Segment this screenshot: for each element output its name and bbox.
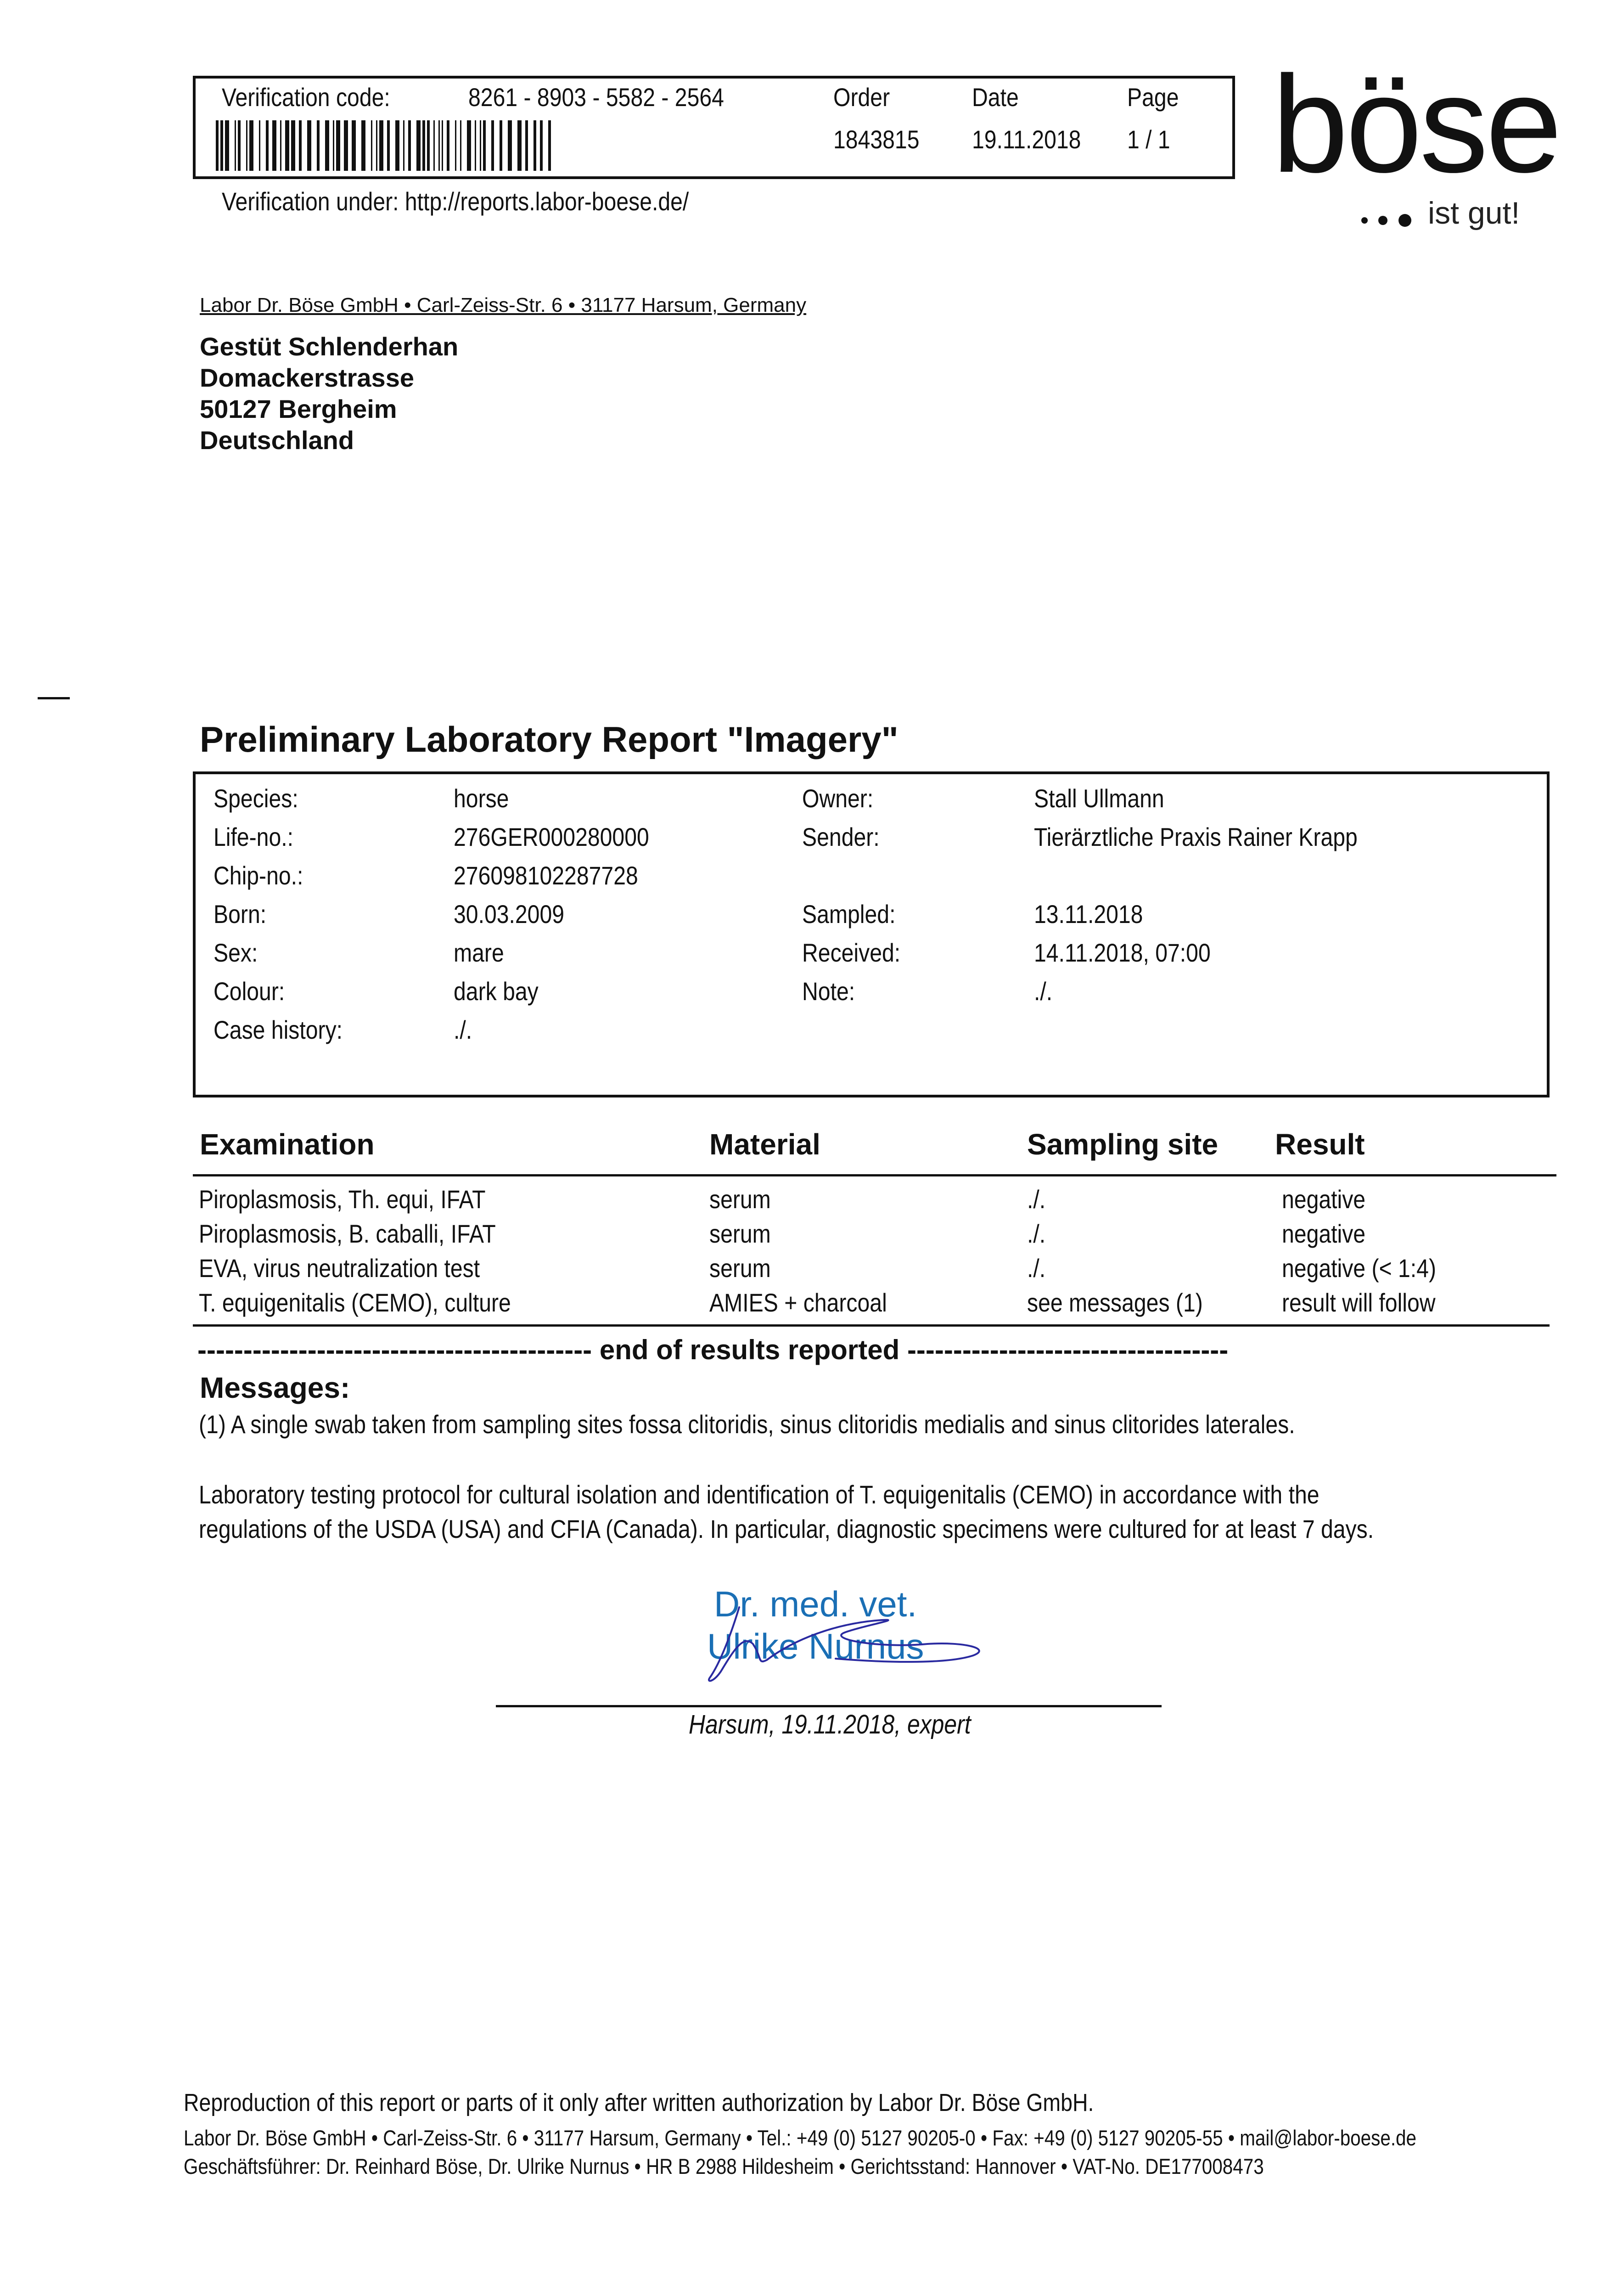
recipient-street: Domackerstrasse xyxy=(200,363,414,392)
reproduction-notice: Reproduction of this report or parts of it only after written authorization by Labor Dr. Böse GmbH. xyxy=(184,2089,1094,2116)
row-material: serum xyxy=(709,1219,771,1248)
barcode-bar xyxy=(272,120,276,171)
row-result: negative xyxy=(1282,1185,1366,1214)
sampled-value: 13.11.2018 xyxy=(1034,900,1143,929)
sampled-label: Sampled: xyxy=(802,900,896,929)
colour-label: Colour: xyxy=(213,977,285,1006)
footer-line-1: Labor Dr. Böse GmbH • Carl-Zeiss-Str. 6 • 31177 Harsum, Germany • Tel.: +49 (0) 5127 90205-0 • Fax: +49 (0) 5127 90205-55 • mail@labor-boese.de xyxy=(184,2126,1417,2150)
note-label: Note: xyxy=(802,977,855,1006)
row-examination: Piroplasmosis, B. caballi, IFAT xyxy=(199,1219,496,1248)
barcode-bar xyxy=(299,120,302,171)
barcode xyxy=(216,120,556,171)
animal-info-box xyxy=(193,771,1550,1097)
report-title: Preliminary Laboratory Report "Imagery" xyxy=(200,719,899,760)
row-site: ./. xyxy=(1027,1219,1046,1248)
barcode-bar xyxy=(455,120,456,171)
barcode-bar xyxy=(467,120,471,171)
barcode-bar xyxy=(416,120,421,171)
end-of-results-line: ------------------------------------------- end of results reported ----------------------------------- xyxy=(197,1334,1229,1365)
barcode-bar xyxy=(325,120,329,171)
recipient-name: Gestüt Schlenderhan xyxy=(200,332,459,361)
order-label: Order xyxy=(833,83,890,112)
sampling-site-header: Sampling site xyxy=(1027,1128,1219,1161)
barcode-bar xyxy=(336,120,340,171)
barcode-bar xyxy=(291,120,295,171)
received-label: Received: xyxy=(802,938,901,967)
barcode-bar xyxy=(508,120,512,171)
row-site: ./. xyxy=(1027,1254,1046,1283)
barcode-bar xyxy=(433,120,435,171)
barcode-bar xyxy=(447,120,449,171)
case-history-label: Case history: xyxy=(213,1015,343,1044)
sender-value: Tierärztliche Praxis Rainer Krapp xyxy=(1034,822,1358,851)
sex-value: mare xyxy=(454,938,504,967)
colour-value: dark bay xyxy=(454,977,539,1006)
page-label: Page xyxy=(1127,83,1179,112)
species-value: horse xyxy=(454,784,509,813)
chip-no-label: Chip-no.: xyxy=(213,861,303,890)
row-examination: T. equigenitalis (CEMO), culture xyxy=(199,1288,511,1317)
barcode-bar xyxy=(442,120,443,171)
barcode-bar xyxy=(525,120,528,171)
born-label: Born: xyxy=(213,900,267,929)
sender-label: Sender: xyxy=(802,822,880,851)
barcode-bar xyxy=(220,120,223,171)
signature-caption: Harsum, 19.11.2018, expert xyxy=(689,1710,971,1739)
signature-rule xyxy=(496,1705,1162,1707)
barcode-bar xyxy=(238,120,241,171)
barcode-bar xyxy=(534,120,536,171)
barcode-bar xyxy=(395,120,399,171)
bose-logo: böse xyxy=(1272,47,1560,201)
row-result: result will follow xyxy=(1282,1288,1436,1317)
signature-stamp xyxy=(689,1580,1010,1694)
barcode-bar xyxy=(376,120,377,171)
protocol-line-2: regulations of the USDA (USA) and CFIA (Canada). In particular, diagnostic specimens were cultured for at least 7 days. xyxy=(199,1514,1374,1543)
footer-line-2: Geschäftsführer: Dr. Reinhard Böse, Dr. Ulrike Nurnus • HR B 2988 Hildesheim • Gerichtsstand: Hannover • VAT-No. DE177008473 xyxy=(184,2154,1264,2178)
date-label: Date xyxy=(972,83,1019,112)
protocol-line-1: Laboratory testing protocol for cultural isolation and identification of T. equigenitalis (CEMO) in accordance with the xyxy=(199,1480,1320,1509)
logo-slogan: ist gut! xyxy=(1428,196,1520,231)
note-value: ./. xyxy=(1034,977,1053,1006)
life-no-value: 276GER000280000 xyxy=(454,822,649,851)
table-header-rule xyxy=(193,1174,1556,1176)
verification-label: Verification code: xyxy=(222,83,390,112)
order-value: 1843815 xyxy=(833,125,920,154)
row-examination: EVA, virus neutralization test xyxy=(199,1254,480,1283)
chip-no-value: 276098102287728 xyxy=(454,861,638,890)
born-value: 30.03.2009 xyxy=(454,900,565,929)
page-value: 1 / 1 xyxy=(1127,125,1170,154)
row-result: negative xyxy=(1282,1219,1366,1248)
row-site: see messages (1) xyxy=(1027,1288,1203,1317)
recipient-city: 50127 Bergheim xyxy=(200,394,397,423)
fold-mark xyxy=(38,697,70,699)
sender-address-line: Labor Dr. Böse GmbH • Carl-Zeiss-Str. 6 • 31177 Harsum, Germany xyxy=(200,294,807,316)
life-no-label: Life-no.: xyxy=(213,822,294,851)
stamp-line-2: Ulrike Nurnus xyxy=(707,1626,924,1666)
barcode-bar xyxy=(266,120,269,171)
sex-label: Sex: xyxy=(213,938,258,967)
barcode-bar xyxy=(235,120,236,171)
owner-value: Stall Ullmann xyxy=(1034,784,1164,813)
barcode-bar xyxy=(249,120,253,171)
barcode-bar xyxy=(438,120,440,171)
message-1: (1) A single swab taken from sampling sites fossa clitoridis, sinus clitoridis medialis and sinus clitorides laterales. xyxy=(199,1410,1295,1439)
barcode-bar xyxy=(259,120,260,171)
row-result: negative (< 1:4) xyxy=(1282,1254,1436,1283)
barcode-bar xyxy=(285,120,289,171)
row-material: serum xyxy=(709,1185,771,1214)
barcode-bar xyxy=(475,120,476,171)
row-material: AMIES + charcoal xyxy=(709,1288,887,1317)
result-header: Result xyxy=(1275,1128,1365,1161)
barcode-bar xyxy=(379,120,383,171)
barcode-bar xyxy=(216,120,219,171)
messages-title: Messages: xyxy=(200,1371,350,1404)
barcode-bar xyxy=(548,120,551,171)
verification-code: 8261 - 8903 - 5582 - 2564 xyxy=(468,83,724,112)
barcode-bar xyxy=(352,120,356,171)
received-value: 14.11.2018, 07:00 xyxy=(1034,938,1211,967)
barcode-bar xyxy=(483,120,486,171)
barcode-bar xyxy=(422,120,425,171)
barcode-bar xyxy=(460,120,461,171)
case-history-value: ./. xyxy=(454,1015,472,1044)
barcode-bar xyxy=(540,120,543,171)
verification-url: Verification under: http://reports.labor-boese.de/ xyxy=(222,187,689,216)
barcode-bar xyxy=(500,120,502,171)
barcode-bar xyxy=(480,120,481,171)
row-examination: Piroplasmosis, Th. equi, IFAT xyxy=(199,1185,486,1214)
barcode-bar xyxy=(280,120,281,171)
logo-dots-icon xyxy=(1359,211,1419,230)
barcode-bar xyxy=(427,120,430,171)
barcode-bar xyxy=(517,120,522,171)
barcode-bar xyxy=(344,120,348,171)
barcode-bar xyxy=(361,120,365,171)
barcode-bar xyxy=(371,120,372,171)
barcode-bar xyxy=(491,120,494,171)
barcode-bar xyxy=(225,120,229,171)
table-bottom-rule xyxy=(193,1324,1550,1327)
date-value: 19.11.2018 xyxy=(972,125,1081,154)
recipient-country: Deutschland xyxy=(200,426,354,455)
barcode-bar xyxy=(403,120,404,171)
barcode-bar xyxy=(317,120,320,171)
examination-header: Examination xyxy=(200,1128,375,1161)
row-site: ./. xyxy=(1027,1185,1046,1214)
barcode-bar xyxy=(307,120,311,171)
owner-label: Owner: xyxy=(802,784,874,813)
material-header: Material xyxy=(709,1128,820,1161)
row-material: serum xyxy=(709,1254,771,1283)
species-label: Species: xyxy=(213,784,298,813)
barcode-bar xyxy=(333,120,334,171)
stamp-line-1: Dr. med. vet. xyxy=(714,1584,917,1624)
barcode-bar xyxy=(246,120,247,171)
barcode-bar xyxy=(387,120,390,171)
barcode-bar xyxy=(408,120,411,171)
